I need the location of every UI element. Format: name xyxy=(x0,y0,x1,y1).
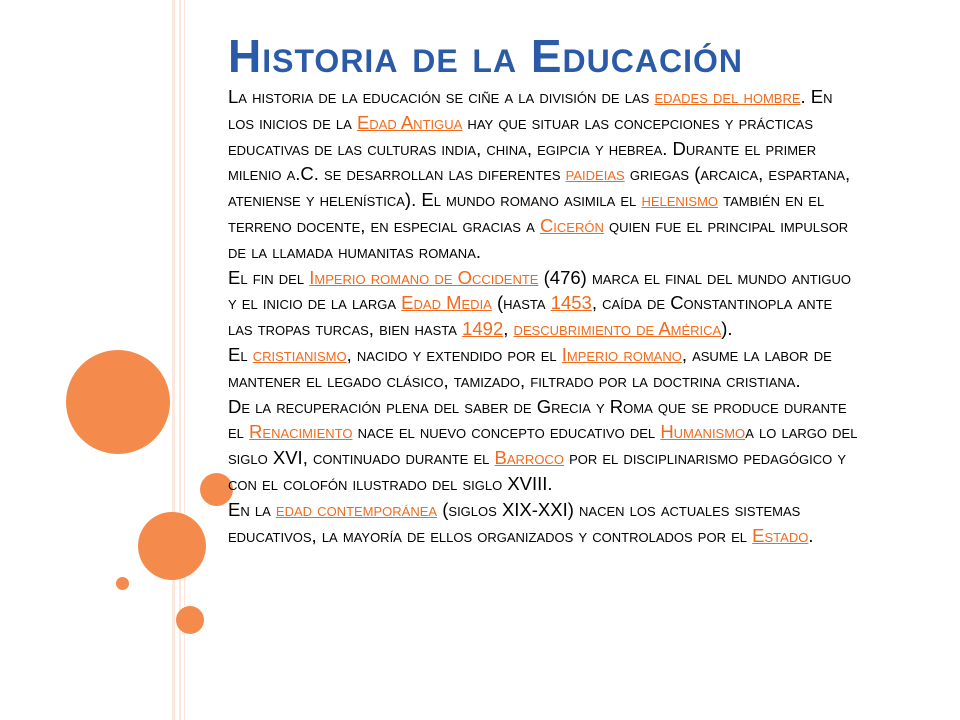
body-text: , asume la labor de mantener el legado clásico, tamizado, filtrado por la doctrina cristiana. xyxy=(228,343,832,391)
body-text: . En los inicios de la xyxy=(228,86,833,133)
body-paragraph xyxy=(228,497,858,549)
body-text: también en el terreno docente, en especial gracias a xyxy=(228,189,825,236)
text-link[interactable]: Barroco xyxy=(494,447,564,469)
body-text: ). xyxy=(721,318,733,340)
text-link[interactable]: helenismo xyxy=(641,189,719,211)
text-link[interactable]: 1453 xyxy=(550,292,592,314)
slide-title: Historia de la Educación xyxy=(228,30,743,82)
body-text: De la recuperación plena del saber de Grecia y Roma que se produce durante el xyxy=(228,395,847,443)
text-link[interactable]: Edad Media xyxy=(401,292,492,314)
body-text: (siglos XIX-XXI) nacen los actuales sistemas educativos, la mayoría de ellos organizados y controlados por el xyxy=(228,498,801,546)
body-text: quien fue el principal impulsor de la llamada humanitas romana. xyxy=(228,214,849,262)
decorative-circle-medium xyxy=(138,512,206,580)
body-paragraph xyxy=(228,84,858,265)
text-link[interactable]: edades del hombre xyxy=(654,86,801,107)
body-text: por el disciplinarismo pedagógico y con el colofón ilustrado del siglo XVIII. xyxy=(228,447,847,494)
text-link[interactable]: paideias xyxy=(565,163,625,185)
body-text: El xyxy=(228,343,253,365)
body-text: (hasta xyxy=(491,292,551,314)
body-text: , xyxy=(503,318,514,340)
slide-body xyxy=(228,84,858,548)
body-text: , nacido y extendido por el xyxy=(346,343,562,365)
text-link[interactable]: Imperio romano xyxy=(561,343,682,365)
text-link[interactable]: Humanismo xyxy=(660,421,746,443)
text-link[interactable]: Estado xyxy=(752,524,809,546)
body-text: (476) marca el final del mundo antiguo y el inicio de la larga xyxy=(228,266,851,314)
text-link[interactable]: descubrimiento de América xyxy=(513,318,722,340)
text-link[interactable]: 1492 xyxy=(462,318,504,340)
text-link[interactable]: Renacimiento xyxy=(249,421,353,443)
text-link[interactable]: Cicerón xyxy=(539,214,604,236)
body-paragraph xyxy=(228,342,858,394)
decorative-circle-large xyxy=(66,350,170,454)
body-text: , caída de Constantinopla ante las tropas turcas, bien hasta xyxy=(228,292,833,340)
body-paragraph xyxy=(228,394,858,497)
decorative-circle-tiny xyxy=(116,577,129,590)
body-text: hay que situar las concepciones y prácticas educativas de las culturas india, china, egipcia y hebrea. Durante el primer milenio a.C. se desarrollan las diferentes xyxy=(228,111,817,185)
body-text: griegas (arcaica, espartana, ateniense y helenística). El mundo romano asimila el xyxy=(228,163,851,211)
body-text: El fin del xyxy=(228,266,310,288)
text-link[interactable]: Imperio romano de Occidente xyxy=(309,266,539,288)
body-text: nace el nuevo concepto educativo del xyxy=(352,421,661,443)
text-link[interactable]: edad contemporánea xyxy=(275,498,438,520)
text-link[interactable]: Edad Antigua xyxy=(356,111,463,133)
body-text: En la xyxy=(228,498,276,520)
decorative-line xyxy=(172,0,175,720)
body-paragraph xyxy=(228,265,858,342)
decorative-circle-small xyxy=(176,606,204,634)
body-text: . xyxy=(808,524,814,546)
text-link[interactable]: cristianismo xyxy=(252,343,347,365)
body-text: a lo largo del siglo XVI, continuado durante el xyxy=(228,421,858,469)
body-text: La historia de la educación se ciñe a la división de las xyxy=(228,86,655,107)
